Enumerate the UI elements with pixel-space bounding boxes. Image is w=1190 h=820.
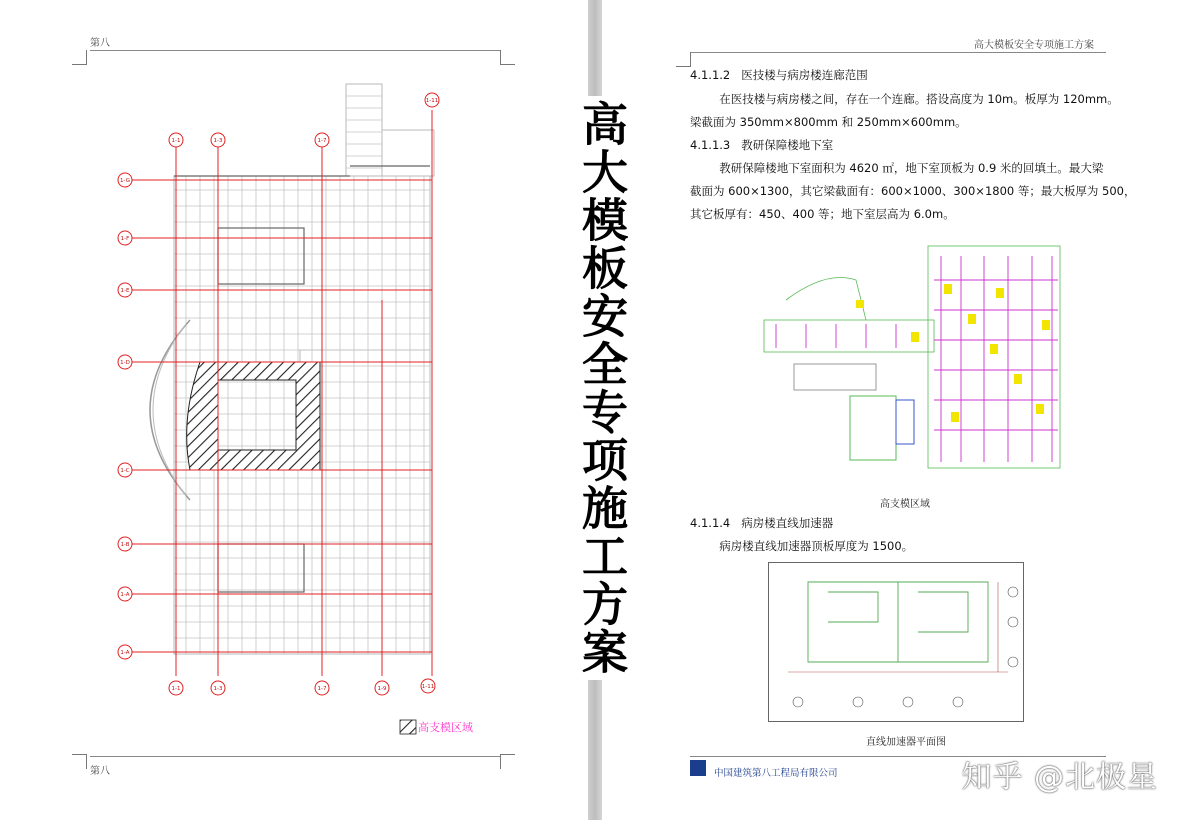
axis-label-bottom: 1-7	[317, 686, 327, 692]
floor-plan-drawing	[0, 0, 588, 760]
axis-label-bottom: 1-1	[171, 686, 181, 692]
axis-label-left: 1-A	[120, 650, 130, 656]
figure-caption: 直线加速器平面图	[866, 737, 946, 748]
section-heading: 4.1.1.4 病房楼直线加速器	[690, 516, 834, 530]
left-header: 第八	[90, 38, 110, 49]
axis-label-left: 1-A	[120, 592, 130, 598]
axis-label-left: 1-C	[120, 468, 130, 474]
left-footer-rule	[90, 756, 500, 757]
axis-label-bottom: 1-9	[377, 686, 387, 692]
overlay-title: 高大模板安全专项施工方案	[568, 96, 628, 680]
right-header-rule	[690, 52, 1106, 53]
body-line: 在医技楼与病房楼之间，存在一个连廊。搭设高度为 10m。板厚为 120mm。	[690, 92, 1119, 106]
right-header: 高大模板安全专项施工方案	[974, 40, 1094, 51]
axis-label-left: 1-D	[120, 360, 130, 366]
company-logo-icon	[690, 760, 706, 776]
axis-label-left: 1-G	[120, 178, 130, 184]
legend-swatch	[400, 720, 416, 734]
figure-caption: 高支模区域	[880, 499, 930, 510]
axis-label-top: 1-3	[213, 138, 223, 144]
crop-mark	[676, 52, 691, 67]
axis-lines	[132, 110, 432, 676]
footer-company: 中国建筑第八工程局有限公司	[714, 768, 838, 779]
high-formwork-area	[187, 362, 320, 470]
body-line: 截面为 600×1300，其它梁截面有：600×1000、300×1800 等；最大板厚为 500，	[690, 184, 1136, 198]
section-heading: 4.1.1.2 医技楼与病房楼连廊范围	[690, 68, 868, 82]
axis-label-bottom: 1-3	[213, 686, 223, 692]
basement-plan-figure	[746, 240, 1076, 476]
axis-label-top: 1-1	[171, 138, 181, 144]
axis-label-left: 1-B	[120, 542, 130, 548]
body-line: 病房楼直线加速器顶板厚度为 1500。	[690, 539, 914, 553]
axis-label-bottom: 1-11	[421, 684, 435, 690]
axis-label-top: 1-7	[317, 138, 327, 144]
axis-label-left: 1-E	[120, 288, 130, 294]
accelerator-plan-figure	[768, 562, 1024, 722]
body-line: 其它板厚有：450、400 等；地下室层高为 6.0m。	[690, 207, 955, 221]
watermark: 知乎 @北极星	[961, 760, 1158, 795]
crop-mark	[500, 754, 515, 769]
body-line: 教研保障楼地下室面积为 4620 ㎡，地下室顶板为 0.9 米的回填土。最大梁	[690, 161, 1104, 175]
left-footer: 第八	[90, 766, 110, 777]
axis-label-top: 1-11	[425, 98, 439, 104]
legend-label: 高支模区域	[418, 721, 473, 734]
crop-mark	[72, 754, 87, 769]
axis-label-left: 1-F	[120, 236, 130, 242]
left-page	[0, 0, 588, 820]
body-line: 梁截面为 350mm×800mm 和 250mm×600mm。	[690, 115, 967, 129]
section-heading: 4.1.1.3 教研保障楼地下室	[690, 138, 834, 152]
axis-bubbles	[118, 93, 439, 695]
